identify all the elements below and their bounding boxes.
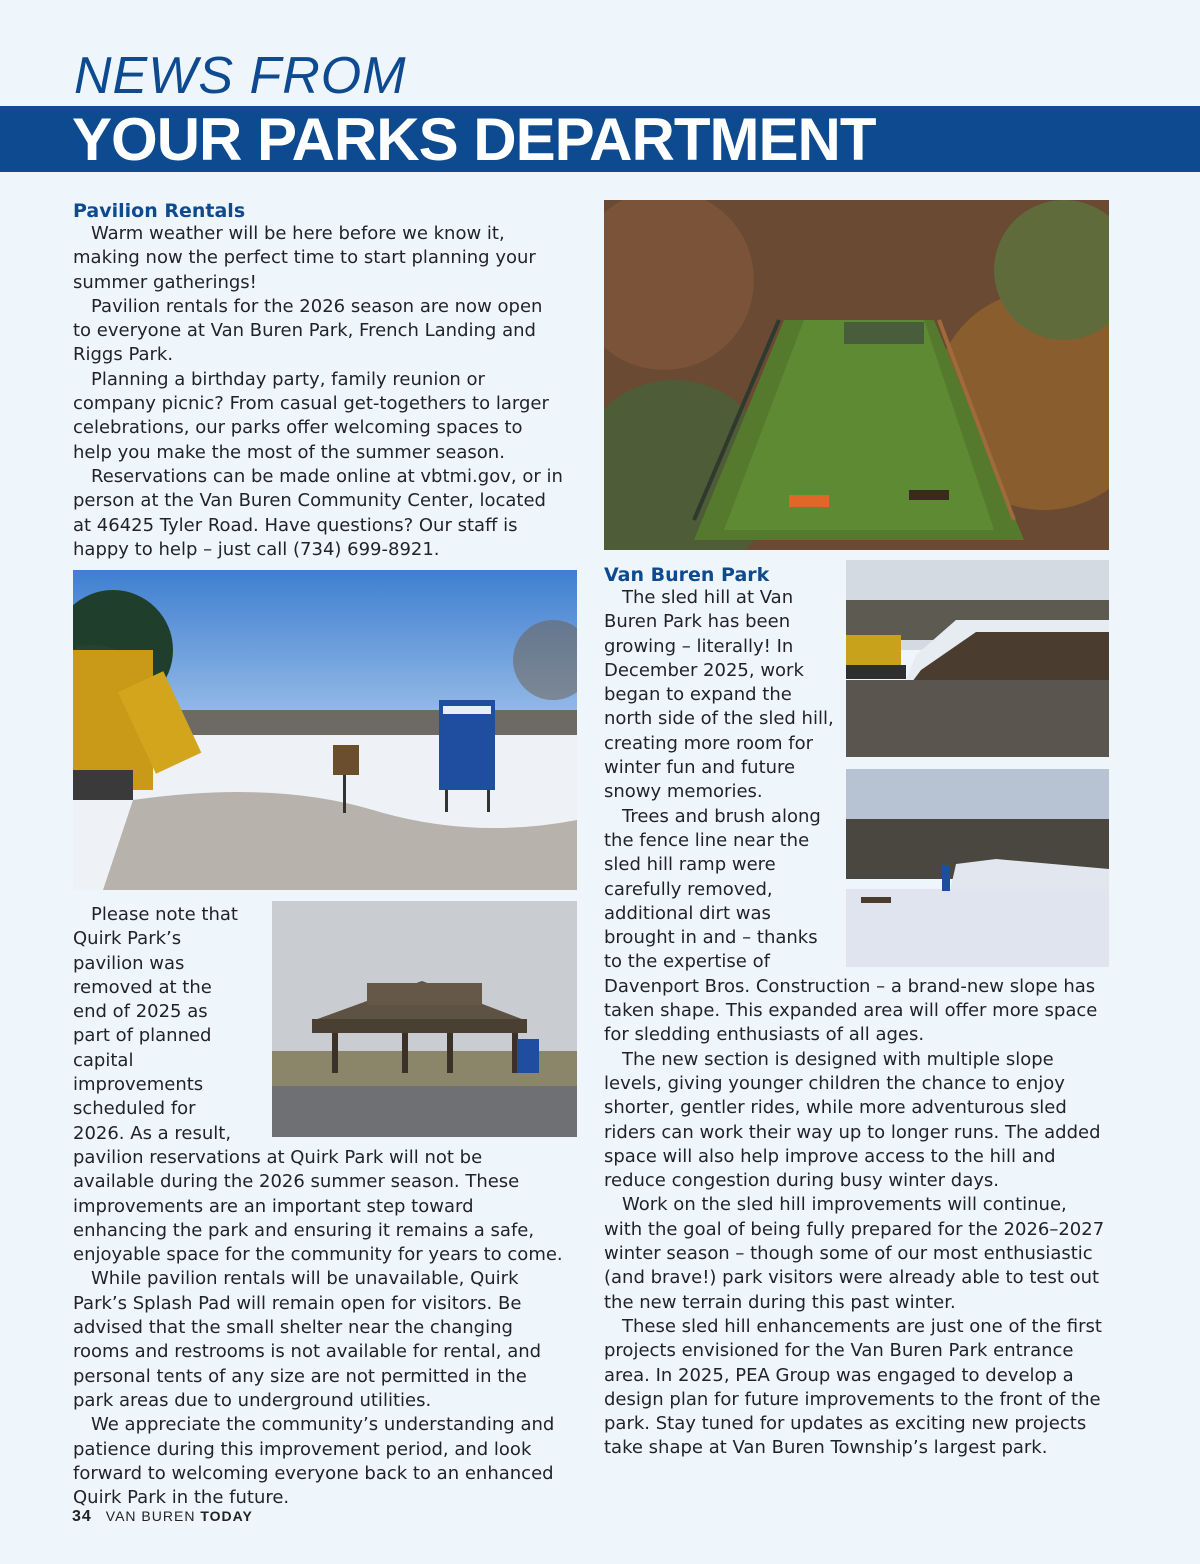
van-buren-park-article [604,564,1109,1461]
title-banner [0,106,1200,172]
van-buren-paragraph: Trees and brush along the fence line near the sled hill ramp were carefully removed, additional dirt was brought in and – thanks to the expertise of Davenport Bros. Construction – a brand-new slope has taken shape. This expanded area will offer more space for sledding enthusiasts of all ages. [604,805,1098,1046]
quirk-paragraph: While pavilion rentals will be unavailable, Quirk Park’s Splash Pad will remain open for visitors. Be advised that the small shelter near the changing rooms and restrooms is not available for rental, and personal tents of any size are not permitted in the park areas due to underground utilities. [73,1268,542,1411]
van-buren-paragraph: These sled hill enhancements are just one of the first projects envisioned for the Van Buren Park entrance area. In 2025, PEA Group was engaged to develop a design plan for future improvements to the front of the park. Stay tuned for updates as exciting new projects take shape at Van Buren Township’s largest park. [604,1315,1102,1459]
aerial-sled-hill-photo [604,200,1109,550]
pavilion-paragraph: Reservations can be made online at vbtmi.gov, or in person at the Van Buren Community Center, located at 46425 Tyler Road. Have questions? Our staff is happy to help – just call (734) 699-8921. [73,465,563,560]
page-number: 34 [72,1508,92,1525]
page-title: YOUR PARKS DEPARTMENT [72,106,876,173]
pavilion-rentals-article [73,200,563,562]
photo-spacer [839,564,1109,973]
quirk-paragraph: We appreciate the community’s understanding and patience during this improvement period, and look forward to welcoming everyone back to an enhanced Quirk Park in the future. [73,1414,555,1509]
van-buren-paragraph: Work on the sled hill improvements will continue, with the goal of being fully prepared for the 2026–2027 winter season – though some of our most enthusiastic (and brave!) park visitors were already able to test out the new terrain during this past winter. [604,1194,1105,1313]
van-buren-paragraph: The sled hill at Van Buren Park has been growing – literally! In December 2025, work began to expand the north side of the sled hill, creating more room for winter fun and future snowy memories. [604,587,834,803]
publication-name: VAN BUREN [105,1508,201,1524]
quirk-park-notice [73,903,565,1510]
van-buren-paragraph: The new section is designed with multiple slope levels, giving younger children the chance to enjoy shorter, gentler rides, while more adventurous sled riders can work their way up to longer runs. The added space will also help improve access to the hill and reduce congestion during busy winter days. [604,1048,1101,1192]
pavilion-paragraph: Warm weather will be here before we know it, making now the perfect time to start planning your summer gatherings! [73,223,536,293]
page-footer [72,1508,253,1526]
section-kicker: NEWS FROM [74,47,407,105]
pavilion-paragraph: Pavilion rentals for the 2026 season are now open to everyone at Van Buren Park, French Landing and Riggs Park. [73,295,543,366]
photo-spacer [241,903,565,1136]
construction-site-photo [73,570,577,890]
pavilion-paragraph: Planning a birthday party, family reunion or company picnic? From casual get-togethers to larger celebrations, our parks offer welcoming spaces to help you make the most of the summer season. [73,368,549,463]
quirk-paragraph: Please note that Quirk Park’s pavilion was removed at the end of 2025 as part of planned capital improvements scheduled for 2026. As a result, pavilion reservations at Quirk Park will not be available during the 2026 summer season. These improvements are an important step toward enhancing the park and ensuring it remains a safe, enjoyable space for the community for years to come. [73,904,563,1266]
van-buren-heading: Van Buren Park [604,564,770,586]
publication-name-bold: TODAY [200,1508,253,1524]
pavilion-heading: Pavilion Rentals [73,200,246,222]
